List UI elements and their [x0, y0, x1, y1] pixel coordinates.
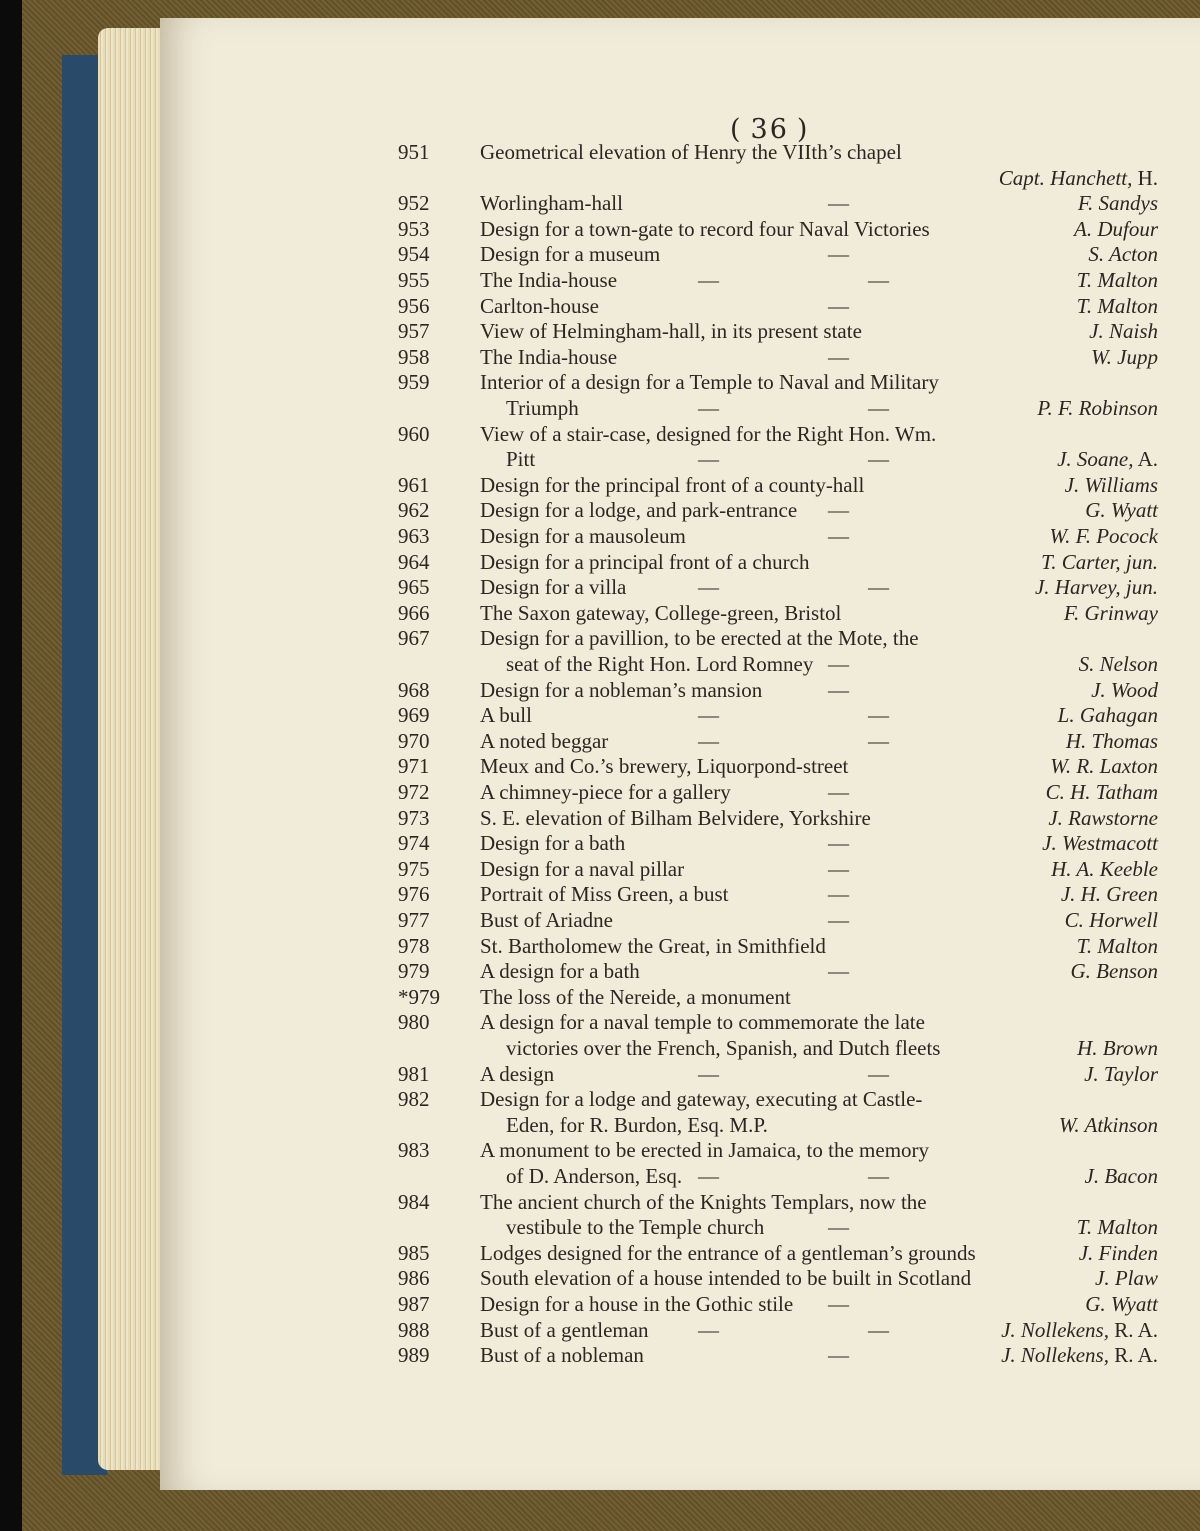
- leader-dash: —: [828, 524, 849, 548]
- leader-dash: —: [828, 959, 849, 984]
- catalogue-entry: [398, 294, 1158, 320]
- catalogue-entry: [398, 626, 1158, 652]
- catalogue-entry-continuation: [398, 1164, 1158, 1190]
- entry-title: Geometrical elevation of Henry the VIIth’s chapel: [480, 140, 902, 164]
- leader-dash: —: [698, 447, 719, 472]
- leader-dash: —: [868, 447, 889, 472]
- leader-dash: —: [828, 1292, 849, 1316]
- entry-title: Bust of Ariadne: [480, 908, 613, 932]
- artist-name: W. Atkinson: [1058, 1112, 1158, 1137]
- entry-title: Design for a bath: [480, 831, 626, 856]
- entry-number: 965: [398, 575, 430, 600]
- leader-dash: —: [868, 1317, 889, 1342]
- artist-name: C. Horwell: [1064, 908, 1158, 932]
- entry-title: The ancient church of the Knights Templars, now the: [480, 1189, 927, 1214]
- entry-title: St. Bartholomew the Great, in Smithfield: [480, 933, 826, 958]
- catalogue-entry: [398, 140, 1158, 190]
- catalogue-entry: [398, 498, 1158, 524]
- catalogue-entry: [398, 242, 1158, 268]
- artist-title: R. A.: [1108, 1343, 1158, 1368]
- page-number: 36: [750, 114, 789, 145]
- entry-title: A design: [480, 1061, 555, 1086]
- entry-title: A design for a bath: [480, 959, 640, 984]
- entry-title: Design for a lodge and gateway, executing at Castle-: [480, 1087, 923, 1112]
- leader-dash: —: [698, 1061, 719, 1086]
- entry-number: 978: [398, 933, 430, 958]
- catalogue-entry: [398, 370, 1158, 396]
- entry-title: Design for a naval pillar: [480, 856, 685, 881]
- catalogue-entry: [398, 524, 1158, 550]
- entry-number: 961: [398, 472, 430, 497]
- entry-number: 979: [398, 959, 430, 984]
- artist-name: J. Bacon: [1084, 1164, 1158, 1188]
- entry-number: 953: [398, 216, 430, 241]
- catalogue-entry: [398, 217, 1158, 243]
- entry-number: 986: [398, 1266, 430, 1291]
- catalogue-entry: [398, 1087, 1158, 1113]
- entry-number: 973: [398, 805, 430, 830]
- artist-name: G. Benson: [1070, 959, 1158, 984]
- leader-dash: —: [828, 344, 849, 369]
- artist-name: H. A. Keeble: [1051, 856, 1158, 881]
- entry-number: 958: [398, 344, 430, 369]
- catalogue-entry-continuation: [398, 1036, 1158, 1062]
- catalogue-entry: [398, 908, 1158, 934]
- artist-name: J. Williams: [1064, 472, 1158, 497]
- entry-title: Design for a mausoleum: [480, 524, 686, 548]
- entry-number: 954: [398, 242, 430, 267]
- entry-title: View of Helmingham-hall, in its present state: [480, 319, 862, 344]
- catalogue-entry: [398, 1190, 1158, 1216]
- entry-number: 974: [398, 831, 430, 856]
- entry-number: 989: [398, 1343, 430, 1368]
- catalogue-entry-continuation: [398, 396, 1158, 422]
- entry-number: 963: [398, 524, 430, 548]
- artist-name: J. Finden: [1078, 1240, 1158, 1265]
- open-paren: (: [730, 114, 743, 145]
- entry-title: The loss of the Nereide, a monument: [480, 984, 791, 1009]
- catalogue-entry: [398, 729, 1158, 755]
- entry-title: Design for a villa: [480, 575, 627, 600]
- artist-name: G. Wyatt: [1085, 1292, 1158, 1316]
- leader-dash: —: [828, 677, 849, 702]
- catalogue-entry: [398, 780, 1158, 806]
- leader-dash: —: [698, 575, 719, 600]
- catalogue-entry: [398, 1062, 1158, 1088]
- artist-name: J. Rawstorne: [1048, 805, 1158, 830]
- entry-number: 952: [398, 191, 430, 216]
- entry-number: 985: [398, 1240, 430, 1265]
- entry-title: Design for a house in the Gothic stile: [480, 1292, 794, 1316]
- catalogue-entry: [398, 473, 1158, 499]
- catalogue-entry: [398, 422, 1158, 448]
- entry-number: 968: [398, 677, 430, 702]
- leader-dash: —: [698, 728, 719, 753]
- entry-title: The Saxon gateway, College-green, Bristol: [480, 600, 842, 625]
- leader-dash: —: [868, 703, 889, 728]
- catalogue-entry: [398, 1241, 1158, 1267]
- catalogue-entry: [398, 959, 1158, 985]
- entry-title: The India-house: [480, 344, 618, 369]
- catalogue-entry: [398, 550, 1158, 576]
- catalogue-entry: [398, 678, 1158, 704]
- entry-title: S. E. elevation of Bilham Belvidere, Yorkshire: [480, 805, 871, 830]
- catalogue-entry: [398, 1318, 1158, 1344]
- entry-number: 959: [398, 370, 430, 395]
- leader-dash: —: [868, 1061, 889, 1086]
- artist-name: G. Wyatt: [1085, 498, 1158, 523]
- entry-title: Worlingham-hall: [480, 191, 623, 216]
- entry-number: 960: [398, 421, 430, 446]
- entry-title: A monument to be erected in Jamaica, to the memory: [480, 1138, 930, 1163]
- artist-name: J. Wood: [1091, 677, 1158, 702]
- artist-name: P. F. Robinson: [1037, 396, 1158, 420]
- leader-dash: —: [828, 882, 849, 907]
- artist-title: H.: [1132, 166, 1158, 190]
- artist-name: L. Gahagan: [1057, 703, 1158, 728]
- entry-number: 962: [398, 498, 430, 523]
- leader-dash: —: [828, 831, 849, 856]
- entry-number: 967: [398, 626, 430, 651]
- entry-title: Design for a pavillion, to be erected at the Mote, the: [480, 626, 919, 651]
- artist-name: W. R. Laxton: [1050, 754, 1158, 779]
- catalogue-entry: [398, 319, 1158, 345]
- entry-number: 977: [398, 908, 430, 932]
- entry-number: *979: [398, 984, 440, 1009]
- artist-name: Capt. Hanchett, H.: [998, 166, 1158, 190]
- entry-title: South elevation of a house intended to be built in Scotland: [480, 1266, 972, 1291]
- leader-dash: —: [698, 1164, 719, 1188]
- leader-dash: —: [828, 908, 849, 932]
- leader-dash: —: [828, 1215, 849, 1240]
- entry-title: Design for a town-gate to record four Naval Victories: [480, 216, 930, 241]
- entry-title: Portrait of Miss Green, a bust: [480, 882, 729, 907]
- entry-title: A design for a naval temple to commemorate the late: [480, 1010, 925, 1035]
- entry-title: Bust of a gentleman: [480, 1317, 649, 1342]
- catalogue-entry: [398, 345, 1158, 371]
- entry-number: 969: [398, 703, 430, 728]
- artist-name: A. Dufour: [1074, 216, 1158, 241]
- catalogue-entry-continuation: [398, 652, 1158, 678]
- catalogue-entry: [398, 1292, 1158, 1318]
- artist-name: J. Harvey, jun.: [1034, 575, 1158, 600]
- entry-title: vestibule to the Temple church: [506, 1215, 765, 1240]
- close-paren: ): [796, 114, 810, 145]
- catalogue-entry: [398, 268, 1158, 294]
- leader-dash: —: [868, 268, 889, 292]
- catalogue-entry: [398, 1266, 1158, 1292]
- leader-dash: —: [868, 1164, 889, 1188]
- artist-name: W. F. Pocock: [1049, 524, 1158, 548]
- entry-title: Design for a nobleman’s mansion: [480, 677, 763, 702]
- entry-title: Triumph: [506, 396, 579, 420]
- artist-title: A.: [1133, 447, 1158, 472]
- artist-name: J. H. Green: [1060, 882, 1158, 907]
- entry-number: 987: [398, 1292, 430, 1316]
- artist-name: S. Acton: [1088, 242, 1158, 267]
- catalogue-entry: [398, 1010, 1158, 1036]
- entry-title: seat of the Right Hon. Lord Romney: [506, 652, 814, 676]
- catalogue-entry-continuation: [398, 1113, 1158, 1139]
- entry-title: Bust of a nobleman: [480, 1343, 644, 1368]
- entry-number: 955: [398, 268, 430, 292]
- catalogue-entry: [398, 1343, 1158, 1369]
- leader-dash: —: [828, 652, 849, 676]
- entry-title: Meux and Co.’s brewery, Liquorpond-street: [480, 754, 849, 779]
- entry-number: 966: [398, 600, 430, 625]
- leader-dash: —: [698, 268, 719, 292]
- artist-name: J. Plaw: [1095, 1266, 1158, 1291]
- leader-dash: —: [868, 575, 889, 600]
- entry-number: 951: [398, 140, 430, 164]
- entry-title: A noted beggar: [480, 728, 609, 753]
- leader-dash: —: [828, 780, 849, 804]
- entry-title: The India-house: [480, 268, 618, 292]
- entry-title: Design for a lodge, and park-entrance: [480, 498, 798, 523]
- catalogue-entry: [398, 985, 1158, 1011]
- catalogue-entry: [398, 601, 1158, 627]
- leader-dash: —: [698, 396, 719, 420]
- artist-name: S. Nelson: [1078, 652, 1158, 676]
- artist-name: T. Carter, jun.: [1041, 549, 1158, 574]
- catalogue-entry-continuation: [398, 1215, 1158, 1241]
- entry-number: 975: [398, 856, 430, 881]
- catalogue-entry-continuation: [398, 447, 1158, 473]
- artist-name: J. Nollekens, R. A.: [1001, 1343, 1158, 1368]
- entry-title: Interior of a design for a Temple to Naval and Military: [480, 370, 939, 395]
- leader-dash: —: [828, 191, 849, 216]
- artist-name: T. Malton: [1076, 933, 1158, 958]
- entry-number: 983: [398, 1138, 430, 1163]
- entry-number: 971: [398, 754, 430, 779]
- artist-name: H. Thomas: [1065, 728, 1158, 753]
- artist-name: W. Jupp: [1091, 344, 1158, 369]
- entry-title: of D. Anderson, Esq.: [506, 1164, 683, 1188]
- entry-number: 981: [398, 1061, 430, 1086]
- artist-name: T. Malton: [1076, 268, 1158, 292]
- entry-number: 970: [398, 728, 430, 753]
- catalogue-entry: [398, 575, 1158, 601]
- artist-name: J. Nollekens, R. A.: [1001, 1317, 1158, 1342]
- leader-dash: —: [698, 703, 719, 728]
- entry-title: A chimney-piece for a gallery: [480, 780, 731, 804]
- entry-number: 964: [398, 549, 430, 574]
- catalogue-entry: [398, 806, 1158, 832]
- leader-dash: —: [828, 498, 849, 523]
- catalogue-entry: [398, 1138, 1158, 1164]
- catalogue-entry: [398, 191, 1158, 217]
- artist-name: T. Malton: [1076, 293, 1158, 318]
- artist-name: T. Malton: [1076, 1215, 1158, 1240]
- entry-number: 956: [398, 293, 430, 318]
- leader-dash: —: [868, 728, 889, 753]
- entry-number: 980: [398, 1010, 430, 1035]
- leader-dash: —: [828, 293, 849, 318]
- entry-title: victories over the French, Spanish, and Dutch fleets: [506, 1036, 941, 1060]
- catalogue-entry: [398, 882, 1158, 908]
- entry-title: Lodges designed for the entrance of a gentleman’s grounds: [480, 1240, 976, 1265]
- entry-number: 972: [398, 780, 430, 804]
- artist-name: F. Grinway: [1063, 600, 1158, 625]
- artist-name: J. Naish: [1089, 319, 1158, 344]
- entry-number: 957: [398, 319, 430, 344]
- catalogue-entry: [398, 754, 1158, 780]
- entry-number: 982: [398, 1087, 430, 1112]
- leader-dash: —: [828, 856, 849, 881]
- leader-dash: —: [828, 242, 849, 267]
- entry-number: 988: [398, 1317, 430, 1342]
- entry-title: View of a stair-case, designed for the Right Hon. Wm.: [480, 421, 937, 446]
- artist-name: J. Soane, A.: [1057, 447, 1158, 472]
- entry-title: Design for the principal front of a county-hall: [480, 472, 865, 497]
- artist-name: J. Taylor: [1084, 1061, 1158, 1086]
- catalogue-entry: [398, 703, 1158, 729]
- artist-name: C. H. Tatham: [1045, 780, 1158, 804]
- leader-dash: —: [698, 1317, 719, 1342]
- leader-dash: —: [868, 396, 889, 420]
- entry-title: A bull: [480, 703, 532, 728]
- catalogue-entry: [398, 831, 1158, 857]
- entry-number: 976: [398, 882, 430, 907]
- entry-title: Pitt: [506, 447, 536, 472]
- entry-title: Design for a principal front of a church: [480, 549, 810, 574]
- leader-dash: —: [828, 1343, 849, 1368]
- artist-title: R. A.: [1108, 1317, 1158, 1342]
- entry-title: Eden, for R. Burdon, Esq. M.P.: [506, 1112, 768, 1137]
- entry-title: Design for a museum: [480, 242, 661, 267]
- entry-number: 984: [398, 1189, 430, 1214]
- catalogue-entry: [398, 857, 1158, 883]
- entry-title: Carlton-house: [480, 293, 599, 318]
- artist-name: H. Brown: [1077, 1036, 1158, 1060]
- artist-name: J. Westmacott: [1042, 831, 1158, 856]
- artist-name: F. Sandys: [1077, 191, 1158, 216]
- catalogue-entry: [398, 934, 1158, 960]
